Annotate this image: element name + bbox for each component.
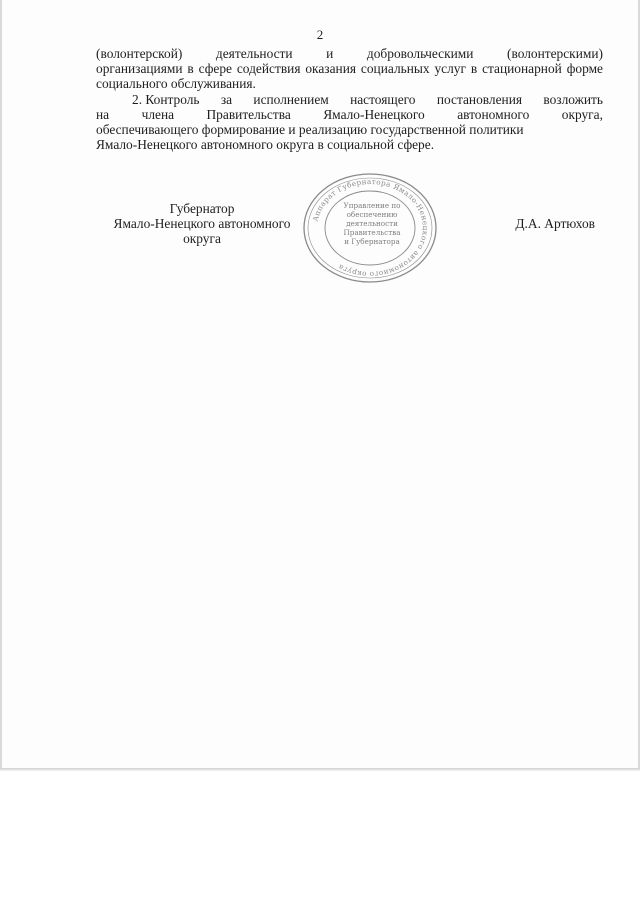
page-bottom-shadow <box>0 768 640 771</box>
word: на <box>96 106 110 122</box>
word: округа, <box>561 106 603 122</box>
word: возложить <box>543 91 603 107</box>
position-line: Губернатор <box>169 201 235 216</box>
word: за <box>220 91 233 107</box>
line-text: обеспечивающего формирование и реализацию государственной политики <box>96 122 524 138</box>
word: члена <box>141 106 175 122</box>
seal-center-line: обеспечению <box>346 210 398 219</box>
word: Ямало-Ненецкого <box>323 106 425 122</box>
word: исполнением <box>253 91 329 107</box>
signatory-position <box>96 201 308 247</box>
justified-line <box>96 46 603 61</box>
seal-ring-text: Аппарат Губернатора Ямало-Ненецкого автономного округа <box>310 176 431 280</box>
word: и <box>326 46 334 61</box>
paragraph-2-last-line: Ямало-Ненецкого автономного округа в социальной сфере. <box>96 137 435 153</box>
word: автономного <box>457 106 530 122</box>
position-line: Ямало-Ненецкого автономного округа <box>113 216 291 247</box>
word: Правительства <box>206 106 291 122</box>
document-body <box>96 46 603 152</box>
seal-center-line: и Губернатора <box>344 237 400 246</box>
seal-center-line: Управление по <box>343 201 401 210</box>
seal-center-line: Правительства <box>343 228 401 237</box>
page-number: 2 <box>316 27 324 42</box>
word: деятельности <box>215 46 293 61</box>
word: (волонтерской) <box>96 46 183 61</box>
word: настоящего <box>350 91 416 107</box>
word: добровольческими <box>366 46 474 61</box>
word: 2. Контроль <box>132 91 200 107</box>
justified-line <box>96 122 603 137</box>
word: (волонтерскими) <box>507 46 603 61</box>
paragraph-1-continuation: организациями в сфере содействия оказания социальных услуг в стационарной форме социального обслуживания. <box>96 61 603 92</box>
official-seal-stamp <box>302 172 438 284</box>
seal-center-text <box>343 201 401 246</box>
seal-center-line: деятельности <box>346 219 398 228</box>
justified-line <box>96 107 603 122</box>
word: постановления <box>436 91 523 107</box>
signatory-name: Д.А. Артюхов <box>515 216 595 231</box>
scan-edge-left <box>0 0 2 770</box>
justified-line <box>96 92 603 107</box>
